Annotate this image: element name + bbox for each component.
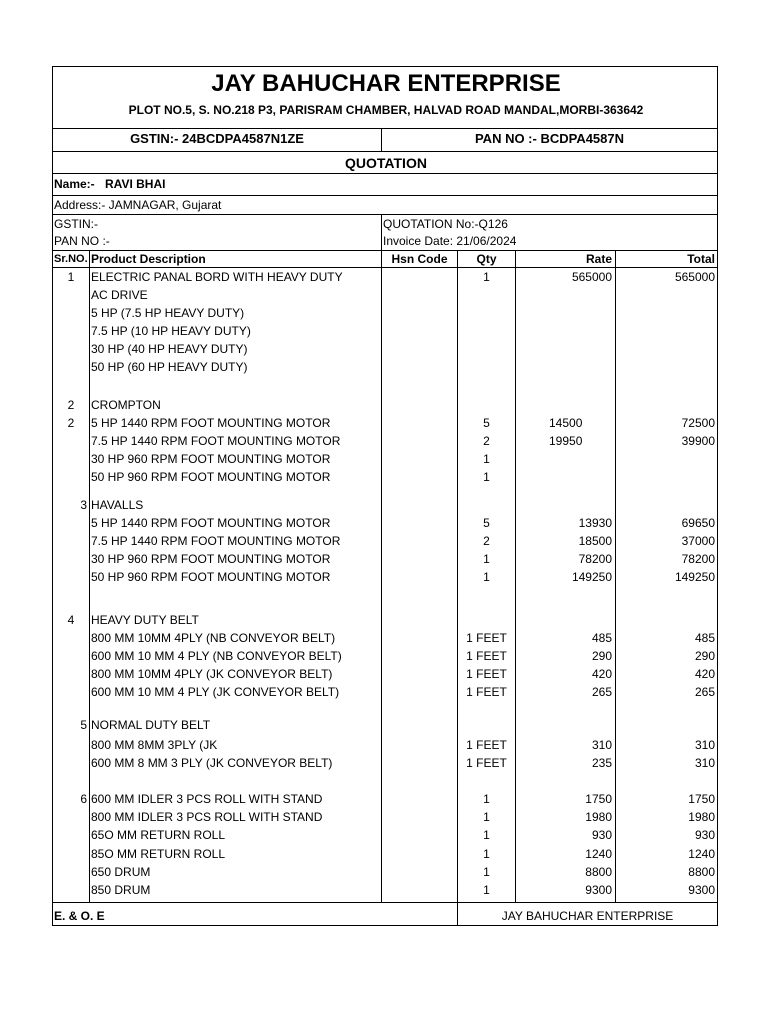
customer-pan: PAN NO :- [54, 234, 110, 248]
divider [53, 195, 717, 196]
divider [89, 250, 90, 902]
signature-company: JAY BAHUCHAR ENTERPRISE [501, 909, 674, 923]
row-description: 850 DRUM [91, 883, 151, 897]
divider [381, 250, 382, 902]
row-description: 30 HP 960 RPM FOOT MOUNTING MOTOR [91, 552, 331, 566]
divider [53, 214, 717, 215]
row-rate: 235 [591, 756, 612, 770]
row-rate: 485 [591, 631, 612, 645]
row-rate: 310 [591, 738, 612, 752]
column-header-sr: Sr.NO. [54, 253, 88, 265]
row-rate: 420 [591, 667, 612, 681]
row-description: 65O MM RETURN ROLL [91, 828, 226, 842]
row-description: 7.5 HP 1440 RPM FOOT MOUNTING MOTOR [91, 434, 341, 448]
row-description: 50 HP 960 RPM FOOT MOUNTING MOTOR [91, 570, 331, 584]
row-total: 8800 [688, 865, 715, 879]
row-qty: 1 [483, 552, 490, 566]
divider [53, 173, 717, 174]
row-total: 1750 [688, 792, 715, 806]
row-total: 72500 [681, 416, 715, 430]
row-description: 800 MM IDLER 3 PCS ROLL WITH STAND [91, 810, 323, 824]
row-qty: 1 FEET [466, 685, 507, 699]
row-total: 69650 [681, 516, 715, 530]
invoice-date: Invoice Date: 21/06/2024 [383, 234, 517, 248]
row-sr-number: 6 [80, 792, 87, 806]
row-qty: 5 [483, 516, 490, 530]
row-description: AC DRIVE [91, 288, 148, 302]
row-rate: 149250 [571, 570, 612, 584]
row-total: 9300 [688, 883, 715, 897]
row-qty: 1 [483, 270, 490, 284]
row-description: 7.5 HP 1440 RPM FOOT MOUNTING MOTOR [91, 534, 341, 548]
row-rate: 13930 [578, 516, 612, 530]
row-rate: 8800 [585, 865, 612, 879]
row-qty: 1 [483, 883, 490, 897]
column-header-total: Total [687, 252, 715, 266]
row-sr-number: 5 [80, 718, 87, 732]
row-total: 39900 [681, 434, 715, 448]
row-qty: 1 [483, 810, 490, 824]
row-description: 600 MM 8 MM 3 PLY (JK CONVEYOR BELT) [91, 756, 333, 770]
row-qty: 1 [483, 452, 490, 466]
row-description: 30 HP 960 RPM FOOT MOUNTING MOTOR [91, 452, 331, 466]
row-total: 37000 [681, 534, 715, 548]
quotation-document [52, 66, 718, 926]
row-total: 310 [694, 738, 715, 752]
row-total: 78200 [681, 552, 715, 566]
row-rate: 290 [591, 649, 612, 663]
divider [53, 250, 717, 251]
row-total: 290 [694, 649, 715, 663]
divider [53, 128, 717, 129]
row-total: 149250 [674, 570, 715, 584]
column-header-rate: Rate [585, 252, 612, 266]
row-rate: 14500 [549, 416, 583, 430]
row-total: 265 [694, 685, 715, 699]
row-total: 420 [694, 667, 715, 681]
row-description: 5 HP (7.5 HP HEAVY DUTY) [91, 306, 245, 320]
row-qty: 1 [483, 792, 490, 806]
row-qty: 1 FEET [466, 667, 507, 681]
row-qty: 1 FEET [466, 649, 507, 663]
row-description: 800 MM 10MM 4PLY (NB CONVEYOR BELT) [91, 631, 336, 645]
row-description: CROMPTON [91, 398, 161, 412]
row-total: 1240 [688, 847, 715, 861]
row-rate: 565000 [571, 270, 612, 284]
row-description: 800 MM 10MM 4PLY (JK CONVEYOR BELT) [91, 667, 333, 681]
row-sr-number: 3 [80, 498, 87, 512]
row-qty: 1 [483, 570, 490, 584]
row-qty: 1 FEET [466, 631, 507, 645]
customer-name-label: Name:- [54, 177, 95, 191]
row-sr-number: 1 [67, 270, 75, 284]
row-total: 485 [694, 631, 715, 645]
customer-gstin: GSTIN:- [54, 217, 98, 231]
row-description: 600 MM IDLER 3 PCS ROLL WITH STAND [91, 792, 323, 806]
row-description: ELECTRIC PANAL BORD WITH HEAVY DUTY [91, 270, 343, 284]
divider [53, 902, 717, 903]
row-rate: 1750 [585, 792, 612, 806]
row-description: 800 MM 8MM 3PLY (JK [91, 738, 218, 752]
row-qty: 2 [483, 434, 490, 448]
row-description: 600 MM 10 MM 4 PLY (JK CONVEYOR BELT) [91, 685, 340, 699]
row-total: 930 [694, 828, 715, 842]
row-description: 30 HP (40 HP HEAVY DUTY) [91, 342, 248, 356]
row-total: 310 [694, 756, 715, 770]
eoe-note: E. & O. E [54, 909, 105, 923]
row-rate: 930 [591, 828, 612, 842]
row-total: 565000 [674, 270, 715, 284]
row-qty: 1 [483, 828, 490, 842]
document-title: QUOTATION [345, 155, 427, 171]
row-description: NORMAL DUTY BELT [91, 718, 211, 732]
column-header-hsn: Hsn Code [391, 252, 448, 266]
row-qty: 5 [483, 416, 490, 430]
column-header-qty: Qty [476, 252, 497, 266]
customer-name: RAVI BHAI [105, 177, 166, 191]
row-rate: 78200 [578, 552, 612, 566]
row-rate: 1980 [585, 810, 612, 824]
row-description: 85O MM RETURN ROLL [91, 847, 226, 861]
divider [381, 214, 382, 250]
company-name: JAY BAHUCHAR ENTERPRISE [211, 70, 561, 97]
company-gstin: GSTIN:- 24BCDPA4587N1ZE [130, 131, 304, 146]
row-qty: 1 [483, 470, 490, 484]
column-header-description: Product Description [91, 252, 206, 266]
row-total: 1980 [688, 810, 715, 824]
row-qty: 1 FEET [466, 738, 507, 752]
row-sr-number: 2 [67, 416, 75, 430]
row-description: 5 HP 1440 RPM FOOT MOUNTING MOTOR [91, 516, 331, 530]
row-rate: 18500 [578, 534, 612, 548]
row-sr-number: 4 [67, 613, 75, 627]
row-description: HAVALLS [91, 498, 144, 512]
row-sr-number: 2 [67, 398, 75, 412]
row-description: 5 HP 1440 RPM FOOT MOUNTING MOTOR [91, 416, 331, 430]
divider [53, 267, 717, 268]
company-address: PLOT NO.5, S. NO.218 P3, PARISRAM CHAMBER, HALVAD ROAD MANDAL,MORBI-363642 [128, 103, 644, 117]
row-qty: 1 FEET [466, 756, 507, 770]
customer-address: Address:- JAMNAGAR, Gujarat [54, 198, 222, 212]
company-pan: PAN NO :- BCDPA4587N [474, 131, 625, 146]
row-description: HEAVY DUTY BELT [91, 613, 199, 627]
row-rate: 19950 [549, 434, 583, 448]
row-description: 650 DRUM [91, 865, 151, 879]
row-description: 50 HP 960 RPM FOOT MOUNTING MOTOR [91, 470, 331, 484]
row-rate: 1240 [585, 847, 612, 861]
divider [53, 151, 717, 152]
row-description: 7.5 HP (10 HP HEAVY DUTY) [91, 324, 251, 338]
row-description: 50 HP (60 HP HEAVY DUTY) [91, 360, 248, 374]
quotation-number: QUOTATION No:-Q126 [383, 217, 508, 231]
row-description: 600 MM 10 MM 4 PLY (NB CONVEYOR BELT) [91, 649, 342, 663]
row-rate: 265 [591, 685, 612, 699]
row-qty: 1 [483, 847, 490, 861]
row-rate: 9300 [585, 883, 612, 897]
row-qty: 2 [483, 534, 490, 548]
row-qty: 1 [483, 865, 490, 879]
